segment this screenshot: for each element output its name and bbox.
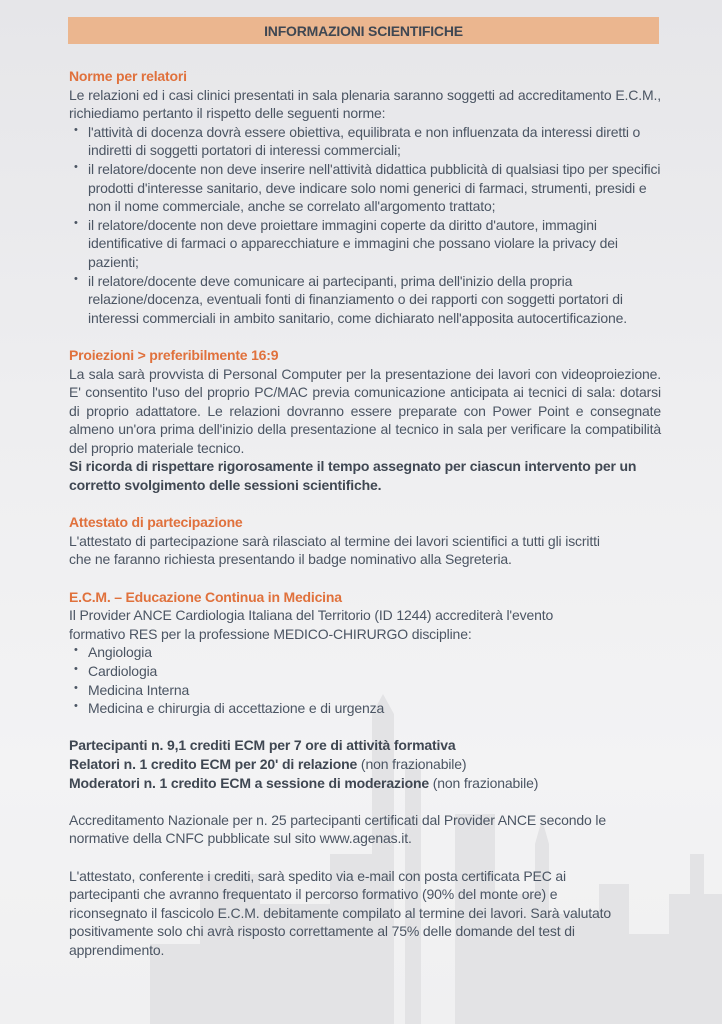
list-item: • Angiologia: [69, 643, 661, 662]
credits-partecipanti: Partecipanti n. 9,1 crediti ECM per 7 ore di attività formativa: [69, 737, 456, 754]
document-body: [69, 67, 661, 960]
list-item: • il relatore/docente non deve inserire nell'attività didattica pubblicità di qualsiasi tipo per specifici prodotti d'interesse sanitario, deve indicare solo nomi generici di farmaci, strumenti, presidi e non il nome commerciale, anche se correlato all'argomento trattato;: [69, 160, 661, 216]
list-item: • Cardiologia: [69, 662, 661, 681]
proiezioni-emphasis: Si ricorda di rispettare rigorosamente il tempo assegnato per ciascun intervento per un corretto svolgimento delle sessioni scientifiche.: [69, 458, 637, 494]
norme-intro: Le relazioni ed i casi clinici presentati in sala plenaria saranno soggetti ad accreditamento E.C.M., richiediamo pertanto il rispetto delle seguenti norme:: [69, 86, 661, 122]
list-item: • Medicina e chirurgia di accettazione e di urgenza: [69, 699, 661, 718]
section-title-norme: Norme per relatori: [69, 68, 187, 84]
disciplines-list: [69, 643, 661, 717]
list-item: • il relatore/docente deve comunicare ai partecipanti, prima dell'inizio della propria relazione/docenza, eventuali fonti di finanziamento o dei rapporti con soggetti portatori di interessi commerciali in ambito sanitario, come dichiarato nell'apposita autocertificazione.: [69, 272, 661, 328]
section-attestato: [69, 513, 661, 569]
accreditation-text: Accreditamento Nazionale per n. 25 partecipanti certificati dal Provider ANCE secondo le normative della CNFC pubblicate sul sito www.agenas.it.: [69, 811, 606, 847]
list-item: • il relatore/docente non deve proiettare immagini coperte da diritto d'autore, immagini identificative di farmaci o apparecchiature e immagini che possano violare la privacy dei pazienti;: [69, 216, 661, 272]
attestato-body: L'attestato di partecipazione sarà rilasciato al termine dei lavori scientifici a tutti gli iscritti che ne faranno richiesta presentando il badge nominativo alla Segreteria.: [69, 532, 600, 568]
section-proiezioni: [69, 346, 661, 495]
section-header-bar: [68, 17, 659, 44]
section-ecm: [69, 588, 661, 960]
section-norme-relatori: [69, 67, 661, 327]
proiezioni-body: La sala sarà provvista di Personal Computer per la presentazione dei lavori con videoproiezione. E' consentito l'uso del proprio PC/MAC previa comunicazione anticipata ai tecnici di sala: dotarsi di proprio adattatore. Le relazioni dovranno essere preparate con Power Point e consegnate almeno un'ora prima dell'inizio della presentazione al tecnico in sala per verificare la compatibilità del proprio materiale tecnico.: [69, 365, 661, 456]
section-title-attestato: Attestato di partecipazione: [69, 514, 243, 531]
certificate-text: L'attestato, conferente i crediti, sarà spedito via e-mail con posta certificata PEC ai partecipanti che avranno frequentato il percorso formativo (90% del monte ore) e riconsegnato il fascicolo E.C.M. debitamente compilato al termine dei lavori. Sarà valutato positivamente solo chi avrà risposto correttamente al 75% delle domande del test di apprendimento.: [69, 867, 611, 958]
section-title-ecm: E.C.M. – Educazione Continua in Medicina: [69, 588, 342, 605]
norme-list: [69, 123, 661, 328]
credits-relatori: Relatori n. 1 credito ECM per 20' di relazione (non frazionabile): [69, 755, 467, 772]
section-title-proiezioni: Proiezioni > preferibilmente 16:9: [69, 346, 279, 363]
page-title: INFORMAZIONI SCIENTIFICHE: [264, 22, 463, 39]
list-item: • Medicina Interna: [69, 681, 661, 700]
list-item: • l'attività di docenza dovrà essere obiettiva, equilibrata e non influenzata da interessi diretti o indiretti di soggetti portatori di interessi commerciali;: [69, 123, 661, 160]
credits-block: [69, 736, 661, 792]
ecm-intro: Il Provider ANCE Cardiologia Italiana del Territorio (ID 1244) accrediterà l'evento formativo RES per la professione MEDICO-CHIRURGO discipline:: [69, 607, 554, 642]
credits-moderatori: Moderatori n. 1 credito ECM a sessione di moderazione (non frazionabile): [69, 774, 539, 791]
